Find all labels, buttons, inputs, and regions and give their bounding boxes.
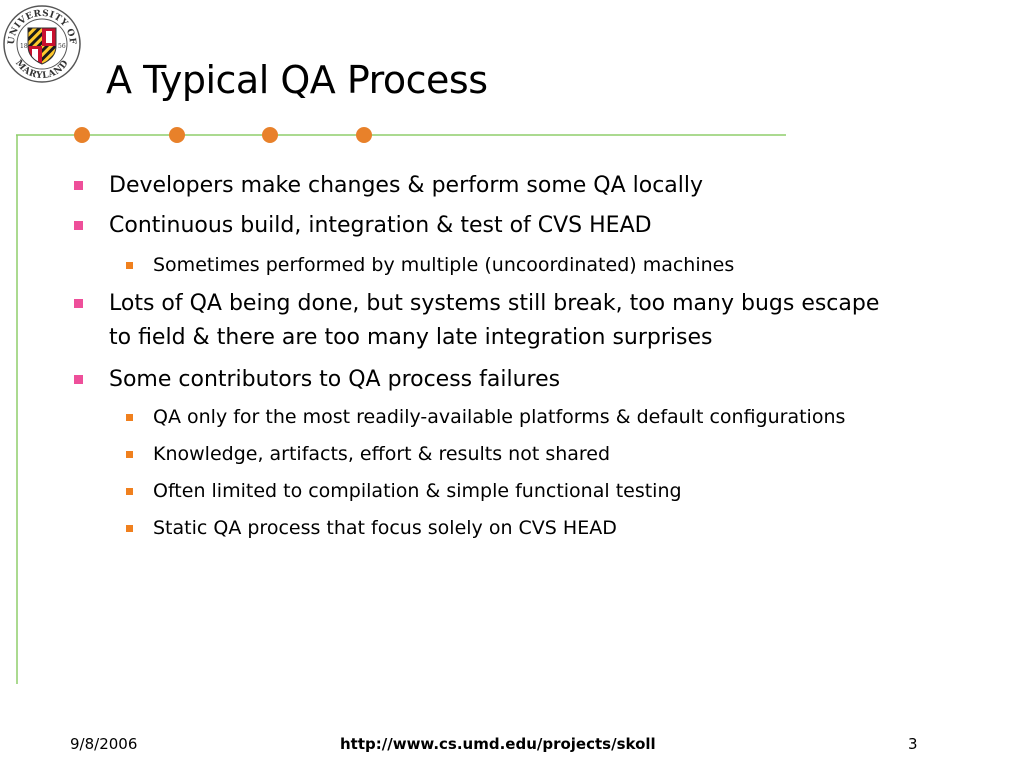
svg-text:MARYLAND: MARYLAND bbox=[13, 58, 71, 82]
bullet-square-icon bbox=[74, 221, 83, 230]
svg-text:56: 56 bbox=[58, 43, 66, 50]
bullet-square-icon bbox=[74, 299, 83, 308]
bullet-square-icon bbox=[74, 375, 83, 384]
sub-bullet-square-icon bbox=[126, 525, 133, 532]
sub-bullet-square-icon bbox=[126, 414, 133, 421]
accent-dot bbox=[169, 127, 185, 143]
svg-text:18: 18 bbox=[20, 43, 28, 50]
university-of-maryland-seal-logo bbox=[2, 4, 82, 84]
sub-bullet-text: Knowledge, artifacts, effort & results not shared bbox=[153, 443, 611, 465]
accent-dot bbox=[262, 127, 278, 143]
sub-bullet-item bbox=[153, 514, 617, 542]
bullet-text: Lots of QA being done, but systems still break, too many bugs escape bbox=[109, 291, 880, 316]
sub-bullet-item bbox=[153, 403, 845, 431]
bullet-square-icon bbox=[74, 181, 83, 190]
bullet-text: Developers make changes & perform some QA locally bbox=[109, 173, 704, 198]
sub-bullet-text: Sometimes performed by multiple (uncoordinated) machines bbox=[153, 254, 735, 276]
accent-dot bbox=[74, 127, 90, 143]
bullet-item-continuation bbox=[109, 321, 713, 355]
sub-bullet-square-icon bbox=[126, 488, 133, 495]
bullet-item bbox=[109, 363, 560, 397]
sub-bullet-square-icon bbox=[126, 451, 133, 458]
bullet-item bbox=[109, 287, 879, 321]
bullet-item bbox=[109, 209, 652, 243]
sub-bullet-item bbox=[153, 477, 682, 505]
sub-bullet-item bbox=[153, 440, 610, 468]
accent-dot bbox=[356, 127, 372, 143]
svg-text:UNIVERSITY OF: UNIVERSITY OF bbox=[6, 8, 78, 46]
slide-title: A Typical QA Process bbox=[106, 58, 488, 102]
bullet-text: Continuous build, integration & test of CVS HEAD bbox=[109, 213, 652, 238]
sub-bullet-text: Static QA process that focus solely on CVS HEAD bbox=[153, 517, 617, 539]
sub-bullet-item bbox=[153, 251, 734, 279]
sub-bullet-text: Often limited to compilation & simple functional testing bbox=[153, 480, 682, 502]
bullet-item bbox=[109, 169, 703, 203]
footer-url: http://www.cs.umd.edu/projects/skoll bbox=[340, 735, 656, 753]
footer-date: 9/8/2006 bbox=[70, 735, 138, 753]
sub-bullet-square-icon bbox=[126, 262, 133, 269]
footer-page-number: 3 bbox=[908, 735, 918, 753]
bullet-text: Some contributors to QA process failures bbox=[109, 367, 561, 392]
sub-bullet-text: QA only for the most readily-available platforms & default configurations bbox=[153, 406, 846, 428]
bullet-text: to field & there are too many late integration surprises bbox=[109, 325, 713, 350]
